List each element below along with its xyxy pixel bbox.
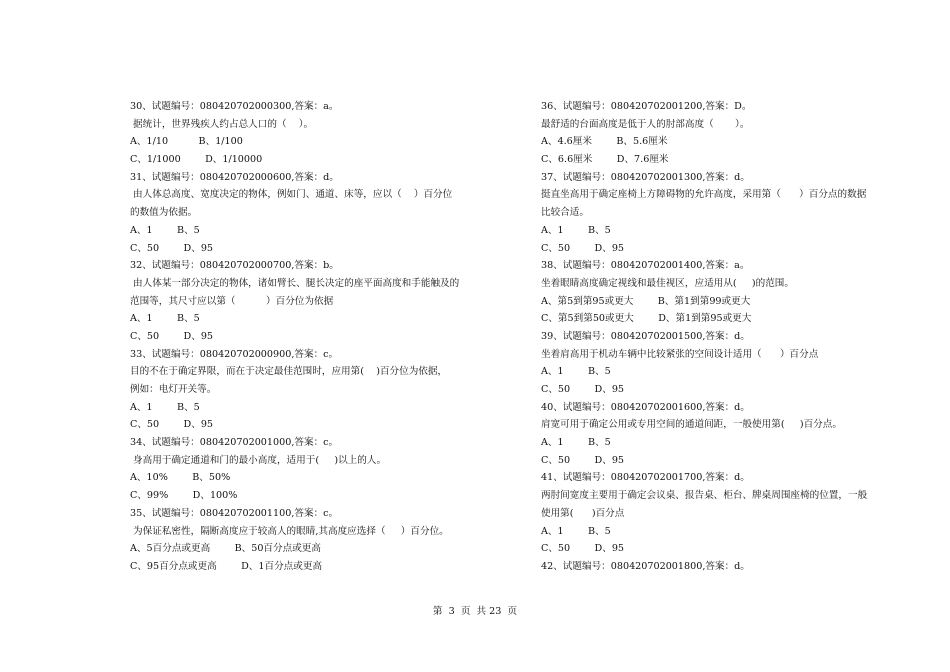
text-line: A、1 B、5 [541, 525, 611, 537]
text-line: 34、试题编号：080420702001000,答案：c。 [130, 437, 339, 449]
text-line: A、1 B、5 [130, 224, 200, 236]
text-line: 39、试题编号：080420702001500,答案：d。 [541, 330, 750, 342]
text-line: 据统计，世界残疾人约占总人口的（ ）。 [130, 118, 314, 130]
text-line: C、50 D、95 [130, 330, 214, 342]
text-line: 最舒适的台面高度是低于人的肘部高度（ ）。 [541, 118, 750, 130]
text-line: A、1 B、5 [541, 224, 611, 236]
text-line: 的数值为依据。 [130, 207, 198, 219]
text-line: 为保证私密性，隔断高度应于较高人的眼睛,其高度应选择（ ）百分位。 [130, 525, 449, 537]
text-line: C、50 D、95 [130, 242, 214, 254]
text-line: C、1/1000 D、1/10000 [130, 154, 263, 166]
text-line: 42、试题编号：080420702001800,答案：d。 [541, 560, 750, 572]
text-line: 36、试题编号：080420702001200,答案：D。 [541, 101, 752, 112]
text-line: A、4.6厘米 B、5.6厘米 [541, 136, 668, 148]
text-line: 比较合适。 [541, 207, 589, 219]
text-line: 使用第( )百分点 [541, 507, 625, 519]
text-line: 范围等，其尺寸应以第（ ）百分位为依据 [130, 295, 334, 307]
text-line: C、50 D、95 [130, 419, 214, 431]
text-line: 肩宽可用于确定公用或专用空间的通道间距，一般使用第( )百分点。 [541, 419, 842, 431]
text-line: 35、试题编号：080420702001100,答案：c。 [130, 507, 339, 519]
text-line: 40、试题编号：080420702001600,答案：d。 [541, 401, 750, 413]
text-line: 由人体某一部分决定的物体，诸如臂长、腿长决定的座平面高度和手能触及的 [130, 277, 460, 289]
text-line: 例如：电灯开关等。 [130, 384, 217, 395]
text-line: C、99% D、100% [130, 490, 238, 502]
text-line: C、50 D、95 [541, 543, 625, 555]
text-line: 身高用于确定通道和门的最小高度，适用于( )以上的人。 [130, 454, 387, 466]
text-line: C、50 D、95 [541, 242, 625, 254]
text-line: 挺直坐高用于确定座椅上方障碍物的允许高度，采用第（ ）百分点的数据 [541, 189, 867, 201]
text-line: A、1/10 B、1/100 [130, 136, 243, 148]
text-line: 41、试题编号：080420702001700,答案：d。 [541, 472, 750, 484]
page-footer: 第 3 页 共 23 页 [432, 606, 518, 617]
text-line: A、1 B、5 [541, 366, 611, 378]
text-line: 目的不在于确定界限，而在于决定最佳范围时，应用第( )百分位为依据， [130, 366, 448, 378]
text-line: A、1 B、5 [541, 437, 611, 449]
text-line: C、50 D、95 [541, 384, 625, 395]
text-line: A、1 B、5 [130, 313, 200, 325]
text-line: 31、试题编号：080420702000600,答案：d。 [130, 171, 339, 183]
right-column [541, 98, 921, 576]
text-line: A、10% B、50% [130, 472, 231, 484]
text-line: 33、试题编号：080420702000900,答案：c。 [130, 348, 339, 360]
text-line: 30、试题编号：080420702000300,答案：a。 [130, 101, 339, 112]
text-line: 坐着肩高用于机动车辆中比较紧张的空间设计适用（ ）百分点 [541, 348, 819, 360]
text-line: A、第5到第95或更大 B、第1到第99或更大 [541, 295, 751, 307]
text-line: 由人体总高度、宽度决定的物体，例如门、通道、床等，应以（ ）百分位 [130, 189, 453, 201]
text-line: 38、试题编号：080420702001400,答案：a。 [541, 260, 750, 272]
text-line: C、50 D、95 [541, 454, 625, 466]
text-line: A、5百分点或更高 B、50百分点或更高 [130, 543, 321, 555]
text-line: A、1 B、5 [130, 401, 200, 413]
text-line: C、95百分点或更高 D、1百分点或更高 [130, 560, 323, 572]
text-line: C、第5到第50或更大 D、第1到第95或更大 [541, 313, 752, 325]
text-line: 32、试题编号：080420702000700,答案：b。 [130, 260, 339, 272]
text-line: 两肘间宽度主要用于确定会议桌、报告桌、柜台、牌桌周围座椅的位置，一般 [541, 490, 868, 502]
left-column [130, 98, 510, 576]
text-line: 37、试题编号：080420702001300,答案：d。 [541, 171, 750, 183]
text-line: C、6.6厘米 D、7.6厘米 [541, 154, 669, 166]
text-line: 坐着眼睛高度确定视线和最佳视区，应适用从( )的范围。 [541, 277, 794, 289]
